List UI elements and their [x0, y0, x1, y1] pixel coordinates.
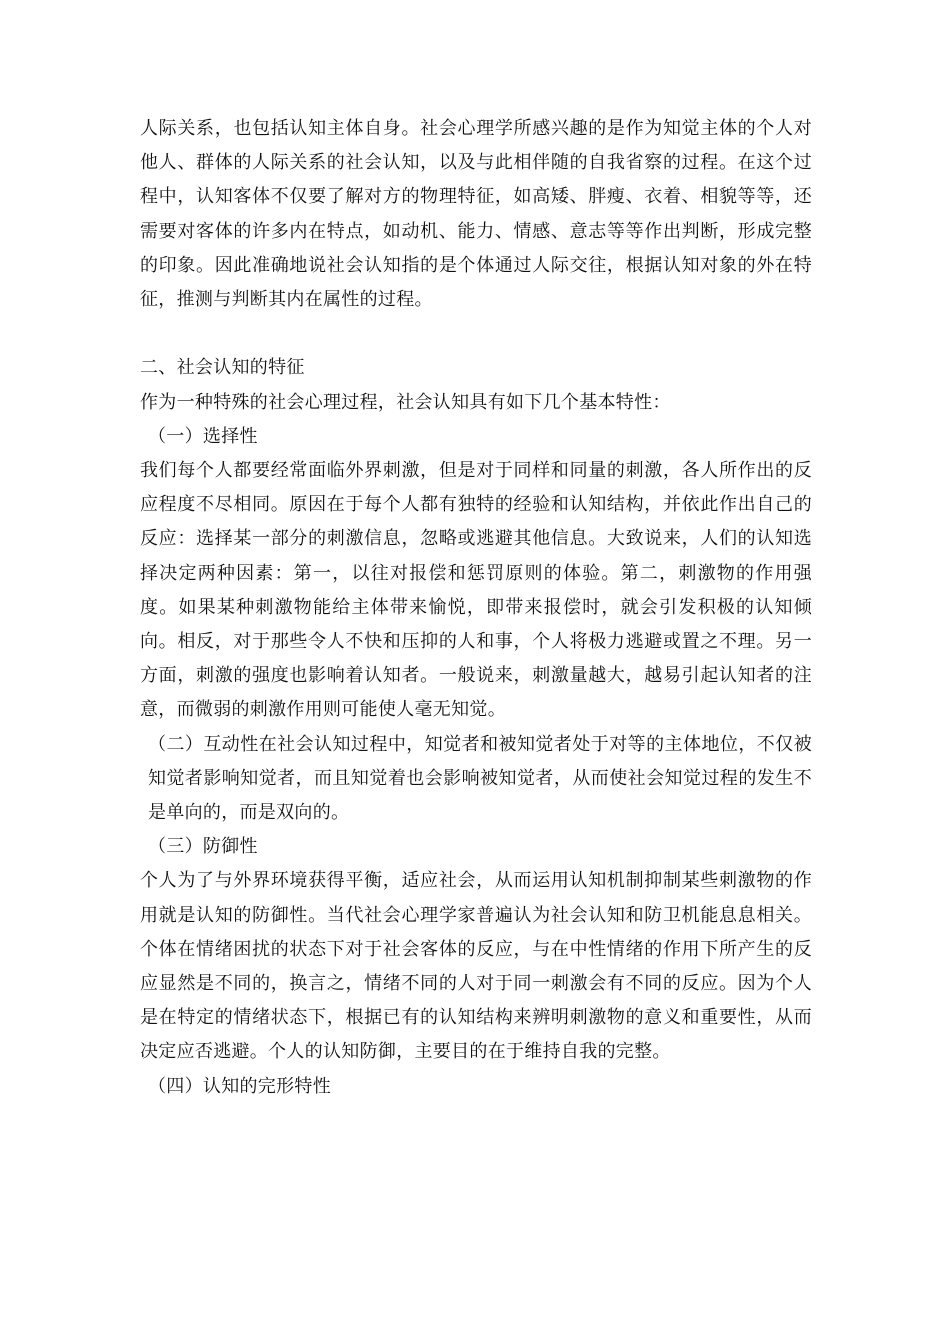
paragraph-social-cognition-definition: 人际关系，也包括认知主体自身。社会心理学所感兴趣的是作为知觉主体的个人对他人、群体的人际关系的社会认知，以及与此相伴随的自我省察的过程。在这个过程中，认知客体不仅要了解对方的物理特征，如高矮、胖瘦、衣着、相貌等等，还需要对客体的许多内在特点，如动机、能力、情感、意志等等作出判断，形成完整的印象。因此准确地说社会认知指的是个体通过人际交往，根据认知对象的外在特征，推测与判断其内在属性的过程。 — [140, 118, 812, 311]
paragraph-defensiveness: 个人为了与外界环境获得平衡，适应社会，从而运用认知机制抑制某些刺激物的作用就是认知的防御性。当代社会心理学家普遍认为社会认知和防卫机能息息相关。个体在情绪困扰的状态下对于社会客体的反应，与在中性情绪的作用下所产生的反应显然是不同的，换言之，情绪不同的人对于同一刺激会有不同的反应。因为个人是在特定的情绪状态下，根据已有的认知结构来辨明刺激物的意义和重要性，从而决定应否逃避。个人的认知防御，主要目的在于维持自我的完整。 — [140, 870, 812, 1063]
paragraph-features-intro: 作为一种特殊的社会心理过程，社会认知具有如下几个基本特性： — [140, 391, 671, 413]
section-heading-features: 二、社会认知的特征 — [140, 357, 305, 379]
document-body — [140, 112, 812, 1104]
paragraph-selectivity: 我们每个人都要经常面临外界刺激，但是对于同样和同量的刺激，各人所作出的反应程度不尽相同。原因在于每个人都有独特的经验和认知结构，并依此作出自己的反应：选择某一部分的刺激信息，忽略或逃避其他信息。大致说来，人们的认知选择决定两种因素：第一，以往对报偿和惩罚原则的体验。第二，刺激物的作用强度。如果某种刺激物能给主体带来愉悦，即带来报偿时，就会引发积极的认知倾向。相反，对于那些令人不快和压抑的人和事，个人将极力逃避或置之不理。另一方面，刺激的强度也影响着认知者。一般说来，刺激量越大，越易引起认知者的注意，而微弱的刺激作用则可能使人毫无知觉。 — [140, 460, 812, 721]
paragraph-interactivity: （二）互动性在社会认知过程中，知觉者和被知觉者处于对等的主体地位，不仅被知觉者影响知觉者，而且知觉着也会影响被知觉者，从而使社会知觉过程的发生不是单向的，而是双向的。 — [148, 733, 812, 824]
subheading-defensiveness: （三）防御性 — [148, 836, 258, 858]
subheading-selectivity: （一）选择性 — [148, 425, 258, 447]
paragraph-spacer — [140, 317, 812, 351]
subheading-gestalt: （四）认知的完形特性 — [148, 1075, 331, 1097]
